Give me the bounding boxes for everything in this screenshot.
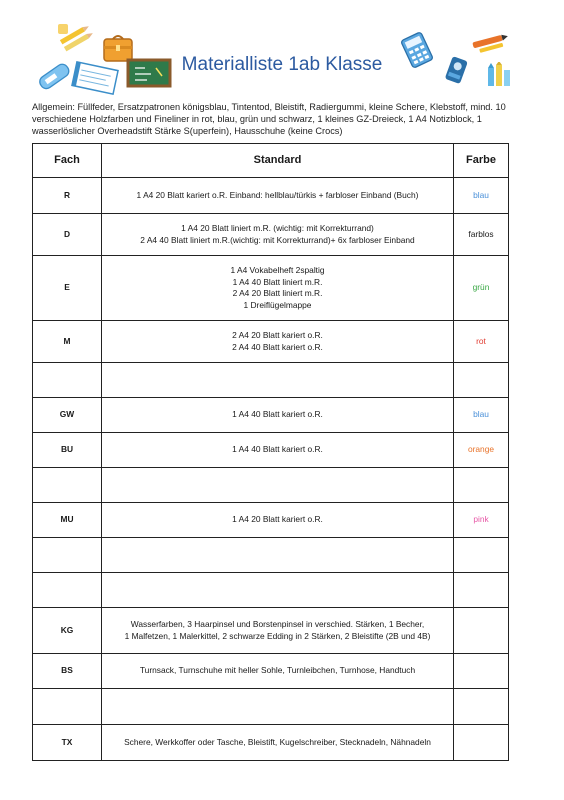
pens-icon xyxy=(470,30,510,56)
cell-standard xyxy=(102,363,454,398)
table-row xyxy=(33,538,509,573)
standard-line: 1 A4 40 Blatt liniert m.R. xyxy=(232,276,323,287)
standard-line: 1 A4 20 Blatt liniert m.R. (wichtig: mit Korrekturrand) xyxy=(181,223,374,233)
crayons-icon xyxy=(484,62,518,90)
table-row xyxy=(33,363,509,398)
header xyxy=(0,0,564,96)
standard-line: 1 A4 20 Blatt kariert o.R. Einband: hellblau/türkis + farbloser Einband (Buch) xyxy=(136,189,419,200)
sharpener-icon xyxy=(440,54,472,88)
standard-line: 1 Malfetzen, 1 Malerkittel, 2 schwarze Edding in 2 Stärken, 2 Bleistifte (2B und 4B) xyxy=(124,630,431,641)
standard-line: 1 A4 40 Blatt kariert o.R. xyxy=(232,409,323,420)
cell-farbe: blau xyxy=(454,398,509,433)
cell-standard xyxy=(102,573,454,608)
table-row xyxy=(33,468,509,503)
cell-fach: BU xyxy=(33,433,102,468)
cell-standard xyxy=(102,468,454,503)
material-table xyxy=(32,143,509,761)
cell-standard xyxy=(102,608,454,654)
cell-standard xyxy=(102,503,454,538)
column-header-fach: Fach xyxy=(33,144,102,178)
intro-text: Allgemein: Füllfeder, Ersatzpatronen königsblau, Tintentod, Bleistift, Radiergummi, kleine Schere, Klebstoff, mind. 10 verschiedene Holzfarben und Fineliner in rot, blau, grün und schwarz, 1 kleines GZ-Dreieck, 1 A4 Notizblock, 1 wasserlöslicher Overheadstift Stärke S(uperfein), Hausschuhe (keine Crocs) xyxy=(32,102,506,136)
page-title: Materialliste 1ab Klasse xyxy=(181,54,383,75)
cell-standard xyxy=(102,256,454,321)
cell-fach xyxy=(33,468,102,503)
cell-standard xyxy=(102,538,454,573)
cell-fach xyxy=(33,363,102,398)
standard-line: Turnsack, Turnschuhe mit heller Sohle, Turnleibchen, Turnhose, Handtuch xyxy=(139,665,416,676)
table-row xyxy=(33,433,509,468)
cell-fach: KG xyxy=(33,608,102,654)
column-header-standard: Standard xyxy=(102,144,454,178)
cell-farbe xyxy=(454,689,509,725)
cell-farbe: grün xyxy=(454,256,509,321)
table-row xyxy=(33,503,509,538)
cell-standard xyxy=(102,321,454,363)
cell-farbe: farblos xyxy=(454,214,509,256)
table-header-row xyxy=(33,144,509,178)
standard-line: 2 A4 40 Blatt liniert m.R.(wichtig: mit Korrekturrand)+ 6x farbloser Einband xyxy=(140,234,415,245)
cell-fach: TX xyxy=(33,725,102,761)
cell-fach xyxy=(33,538,102,573)
table-row xyxy=(33,725,509,761)
cell-farbe xyxy=(454,654,509,689)
table-row xyxy=(33,689,509,725)
standard-line: Schere, Werkkoffer oder Tasche, Bleistift, Kugelschreiber, Stecknadeln, Nähnadeln xyxy=(124,736,431,747)
cell-farbe: pink xyxy=(454,503,509,538)
cell-farbe xyxy=(454,468,509,503)
cell-farbe xyxy=(454,363,509,398)
cell-fach xyxy=(33,689,102,725)
table-row xyxy=(33,573,509,608)
table-row xyxy=(33,214,509,256)
standard-line: 1 A4 Vokabelheft 2spaltig xyxy=(230,265,325,275)
cell-fach: M xyxy=(33,321,102,363)
standard-line: 2 A4 20 Blatt kariert o.R. xyxy=(232,330,323,340)
cell-fach xyxy=(33,573,102,608)
standard-line: 2 A4 40 Blatt kariert o.R. xyxy=(232,341,323,352)
cell-standard xyxy=(102,178,454,214)
table-row xyxy=(33,654,509,689)
cell-standard xyxy=(102,214,454,256)
cell-fach: D xyxy=(33,214,102,256)
cell-farbe xyxy=(454,538,509,573)
table-row xyxy=(33,256,509,321)
cell-fach: E xyxy=(33,256,102,321)
table-row xyxy=(33,398,509,433)
standard-line: 2 A4 20 Blatt liniert m.R. xyxy=(232,288,323,298)
cell-fach: R xyxy=(33,178,102,214)
cell-farbe xyxy=(454,608,509,654)
standard-line: 1 A4 40 Blatt kariert o.R. xyxy=(232,444,323,455)
cell-farbe xyxy=(454,573,509,608)
cell-standard xyxy=(102,725,454,761)
table-row xyxy=(33,608,509,654)
cell-standard xyxy=(102,398,454,433)
column-header-farbe: Farbe xyxy=(454,144,509,178)
standard-line: 1 Dreiflügelmappe xyxy=(243,299,312,310)
cell-farbe: orange xyxy=(454,433,509,468)
table-row xyxy=(33,178,509,214)
cell-farbe: rot xyxy=(454,321,509,363)
cell-fach: GW xyxy=(33,398,102,433)
cell-farbe xyxy=(454,725,509,761)
cell-fach: MU xyxy=(33,503,102,538)
cell-standard xyxy=(102,689,454,725)
table-row xyxy=(33,321,509,363)
cell-fach: BS xyxy=(33,654,102,689)
calculator-icon xyxy=(400,32,434,68)
standard-line: 1 A4 20 Blatt kariert o.R. xyxy=(232,514,323,525)
table-body xyxy=(33,178,509,761)
cell-standard xyxy=(102,433,454,468)
pencils-icon xyxy=(56,22,96,58)
standard-line: Wasserfarben, 3 Haarpinsel und Borstenpinsel in verschied. Stärken, 1 Becher, xyxy=(130,619,425,629)
cell-farbe: blau xyxy=(454,178,509,214)
cell-standard xyxy=(102,654,454,689)
